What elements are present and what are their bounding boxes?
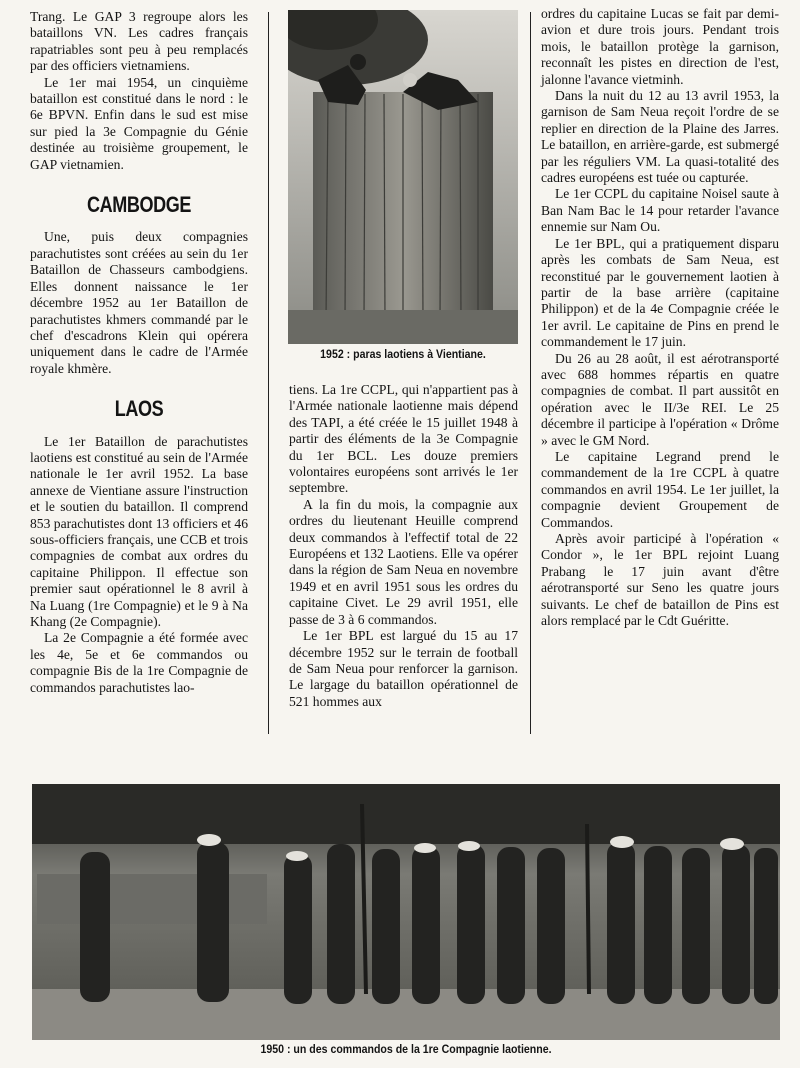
column-3 <box>541 6 779 629</box>
photo-paras-vientiane <box>288 10 518 344</box>
column-1 <box>30 9 248 696</box>
photo-caption: 1952 : paras laotiens à Vientiane. <box>320 349 486 361</box>
paragraph: Une, puis deux compagnies parachutistes sont créées au sein du 1er Bataillon de Chasseurs cambodgiens. Elles donnent naissance le 1er décembre 1952 au 1er Bataillon de parachutistes khmers commandé par le chef d'escadrons Klein qui opérera uniquement dans le cadre de l'Armée royale khmère. <box>30 229 248 376</box>
column-divider <box>530 12 531 734</box>
paragraph: Du 26 au 28 août, il est aérotransporté avec 688 hommes répartis en quatre compagnies de combat. Il part aussitôt en opération avec le II/3e REI. Le 25 décembre il participe à l'opération « Drôme » avec le GM Nord. <box>541 350 779 448</box>
paragraph: Trang. Le GAP 3 regroupe alors les bataillons VN. Les cadres français rapatriables sont peu à peu remplacés par des officiers vietnamiens. <box>30 9 248 74</box>
photo-commandos-1950 <box>32 784 780 1040</box>
paragraph: Après avoir participé à l'opération « Condor », le 1er BPL rejoint Luang Prabang le 17 juin avant d'être aérotransporté sur Seno les quatre jours suivants. Le chef de bataillon de Pins est alors remplacé par le Cdt Guéritte. <box>541 531 779 629</box>
column-divider <box>268 12 269 734</box>
paragraph: ordres du capitaine Lucas se fait par demi-avion et dure trois jours. Pendant trois mois, le bataillon protège la garnison, reconnaît les pistes en direction de l'est, jalonne l'avance vietminh. <box>541 6 779 87</box>
paragraph: Le 1er Bataillon de parachutistes laotiens est constitué au sein de l'Armée nationale le 1er avril 1952. La base annexe de Vientiane assure l'instruction et le soutien du bataillon. Il comprend 853 parachutistes dont 13 officiers et 46 sous-officiers français, une CCB et trois compagnies de combat aux ordres du capitaine Philippon. Il effectue son premier saut opérationnel le 8 avril à Na Luang (1re Compagnie) et le 9 à Na Khang (2e Compagnie). <box>30 433 248 629</box>
paragraph: A la fin du mois, la compagnie aux ordres du lieutenant Heuille comprend deux commandos à l'effectif total de 22 Européens et 132 Laotiens. Elle va opérer dans la région de Sam Neua en novembre 1949 et en avril 1951 sous les ordres du capitaine Civet. Le 29 avril 1951, elle passe de 3 à 6 commandos. <box>289 496 518 627</box>
section-heading-laos: LAOS <box>114 396 164 422</box>
paragraph: Le 1er CCPL du capitaine Noisel saute à Ban Nam Bac le 14 pour retarder l'avance ennemie sur Nam Ou. <box>541 186 779 235</box>
photo-illustration <box>32 784 780 1040</box>
paragraph: Le 1er BPL, qui a pratiquement disparu après les combats de Sam Neua, est reconstitué par le gouvernement laotien à partir de la base arrière (capitaine Philippon) et de la 4e Compagnie créée le 1er avril. Le capitaine de Pins en prend le commandement le 17 juin. <box>541 235 779 350</box>
column-2 <box>289 382 518 710</box>
photo-caption: 1950 : un des commandos de la 1re Compagnie laotienne. <box>260 1044 552 1056</box>
paragraph: Le 1er mai 1954, un cinquième bataillon est constitué dans le nord : le 6e BPVN. Enfin dans le sud est mise sur pied la 3e Compagnie du Génie destinée au troisième groupement, le GAP vietnamien. <box>30 74 248 172</box>
paragraph: Le capitaine Legrand prend le commandement de la 1re CCPL à quatre commandos en avril 1954. Le 1er juillet, la compagnie devient Groupement de Commandos. <box>541 448 779 530</box>
paragraph: Dans la nuit du 12 au 13 avril 1953, la garnison de Sam Neua reçoit l'ordre de se replier en direction de la Plaine des Jarres. Le bataillon, en arrière-garde, est submergé par les réguliers VM. La quasi-totalité des cadres européens est tuée ou capturée. <box>541 88 779 186</box>
paragraph: tiens. La 1re CCPL, qui n'appartient pas à l'Armée nationale laotienne mais dépend des TAPI, a été créée le 15 juillet 1948 à partir des éléments de la 3e Compagnie du 1er BCL. Les douze premiers volontaires européens sont arrivés le 1er septembre. <box>289 382 518 496</box>
section-heading-cambodge: CAMBODGE <box>87 192 191 218</box>
paragraph: Le 1er BPL est largué du 15 au 17 décembre 1952 sur le terrain de football de Sam Neua pour renforcer la garnison. Le largage du bataillon opérationnel de 521 hommes aux <box>289 628 518 709</box>
photo-illustration <box>288 10 518 344</box>
paragraph: La 2e Compagnie a été formée avec les 4e, 5e et 6e commandos ou compagnie Bis de la 1re Compagnie de commandos parachutistes lao- <box>30 630 248 695</box>
